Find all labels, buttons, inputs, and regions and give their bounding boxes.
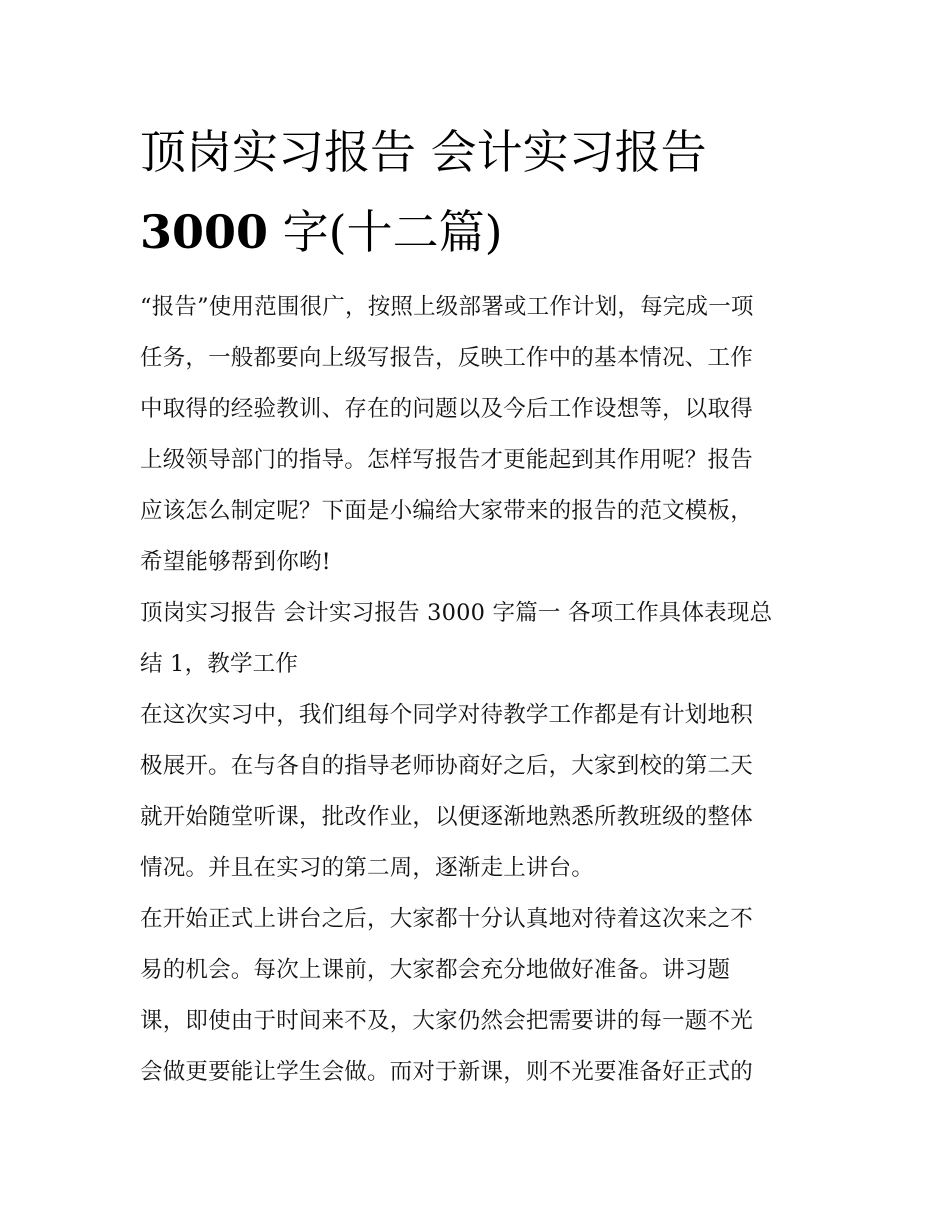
document-title [140,112,815,272]
paragraph-lectures [140,894,815,1098]
document-body [140,112,815,1098]
text-line: “报告”使用范围很广，按照上级部署或工作计划，每完成一项 [140,294,754,320]
text-line: 希望能够帮到你哟! [140,549,331,575]
text-line: 中取得的经验教训、存在的问题以及今后工作设想等，以取得 [140,396,753,422]
text-line: 任务，一般都要向上级写报告，反映工作中的基本情况、工作 [140,345,753,371]
paragraph-intro [140,282,815,588]
text-line: 在开始正式上讲台之后，大家都十分认真地对待着这次来之不 [140,906,753,932]
text-line: 情况。并且在实习的第二周，逐渐走上讲台。 [140,855,595,881]
text-line: 结 1，教学工作 [140,651,299,677]
title-word-count: 3000 [140,205,269,259]
title-line-1: 顶岗实习报告 会计实习报告 [140,125,707,179]
text-line: 就开始随堂听课，批改作业，以便逐渐地熟悉所教班级的整体 [140,804,753,830]
text-line: 上级领导部门的指导。怎样写报告才更能起到其作用呢？报告 [140,447,753,473]
title-line-2-rest: 字(十二篇) [268,205,503,259]
text-line: 在这次实习中，我们组每个同学对待教学工作都是有计划地积 [140,702,753,728]
text-line: 顶岗实习报告 会计实习报告 3000 字篇一 各项工作具体表现总 [140,600,773,626]
text-line: 会做更要能让学生会做。而对于新课，则不光要准备好正式的 [140,1059,753,1085]
text-line: 极展开。在与各自的指导老师协商好之后，大家到校的第二天 [140,753,753,779]
paragraph-teaching [140,690,815,894]
text-line: 课，即使由于时间来不及，大家仍然会把需要讲的每一题不光 [140,1008,753,1034]
title-line-2 [140,192,815,272]
text-line: 应该怎么制定呢？下面是小编给大家带来的报告的范文模板， [140,498,753,524]
text-line: 易的机会。每次上课前，大家都会充分地做好准备。讲习题 [140,957,731,983]
section-heading [140,588,815,690]
